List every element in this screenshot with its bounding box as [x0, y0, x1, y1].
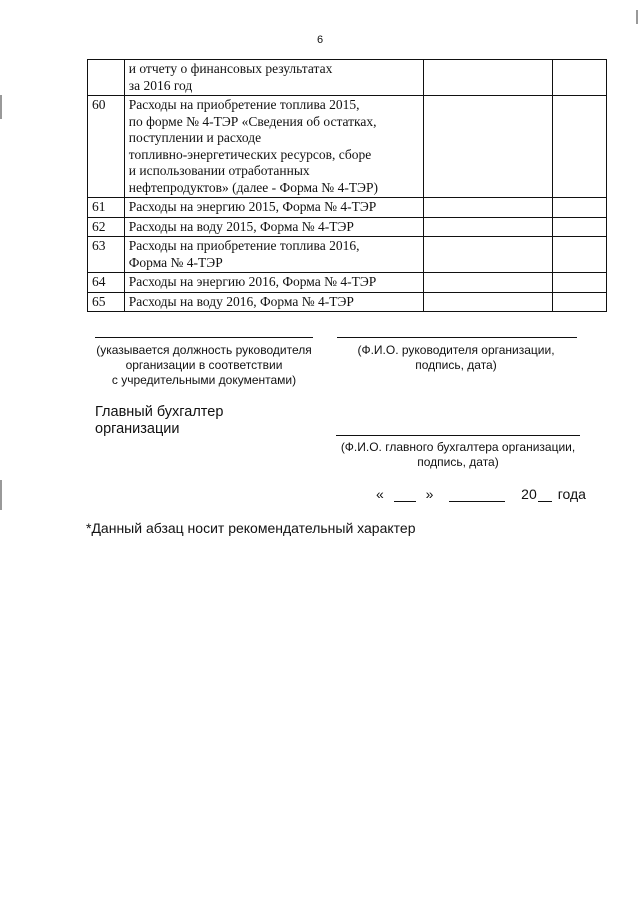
row-description-line: топливно-энергетических ресурсов, сборе [128, 146, 372, 162]
footnote: *Данный абзац носит рекомендательный характер [86, 520, 416, 536]
date-close-quote: » [425, 486, 434, 502]
row-value-cell [423, 198, 552, 218]
row-description-line: и использовании отработанных [128, 163, 310, 178]
row-description [124, 198, 423, 218]
date-day-blank [394, 487, 416, 502]
row-value-cell [552, 96, 606, 198]
row-description [124, 96, 423, 198]
date-year-suffix: года [557, 486, 586, 502]
row-description [124, 217, 423, 237]
row-description-line: Расходы на воду 2016, Форма № 4-ТЭР [128, 293, 354, 309]
table-row [88, 96, 607, 198]
expense-table [87, 59, 607, 312]
table-row [88, 292, 607, 312]
row-number: 62 [88, 217, 125, 237]
row-number: 64 [88, 273, 125, 293]
row-number: 60 [88, 96, 125, 198]
date-year-blank [538, 487, 552, 502]
row-value-cell [552, 273, 606, 293]
row-number: 63 [88, 237, 125, 273]
row-number: 61 [88, 198, 125, 218]
row-value-cell [423, 96, 552, 198]
row-number: 65 [88, 292, 125, 312]
row-description-line: Форма № 4-ТЭР [128, 254, 223, 270]
row-description-line: поступлении и расходе [128, 130, 262, 145]
table-row [88, 60, 607, 96]
row-value-cell [552, 217, 606, 237]
scan-edge-mark [0, 480, 2, 510]
row-description-line: за 2016 год [128, 77, 193, 93]
chief-accountant-label: Главный бухгалтер организации [95, 404, 224, 437]
head-position-line [95, 337, 313, 338]
signature-date [376, 486, 586, 502]
expense-table-body [88, 60, 607, 312]
row-value-cell [552, 237, 606, 273]
row-value-cell [552, 60, 606, 96]
head-position-caption: (указывается должность руководителя организации в соответствии с учредительными документами) [96, 343, 312, 387]
row-description [124, 237, 423, 273]
date-open-quote: « [376, 486, 384, 502]
row-value-cell [423, 217, 552, 237]
row-value-cell [552, 292, 606, 312]
chief-name-caption: (Ф.И.О. главного бухгалтера организации, подпись, дата) [340, 440, 576, 469]
row-value-cell [423, 292, 552, 312]
row-description [124, 60, 423, 96]
table-row [88, 198, 607, 218]
row-description-line: Расходы на энергию 2016, Форма № 4-ТЭР [128, 274, 377, 289]
row-description-line: по форме № 4-ТЭР «Сведения об остатках, [128, 113, 377, 129]
row-description [124, 292, 423, 312]
row-description-line: Расходы на энергию 2015, Форма № 4-ТЭР [128, 199, 377, 214]
row-description-line: Расходы на воду 2015, Форма № 4-ТЭР [128, 218, 354, 234]
head-name-caption: (Ф.И.О. руководителя организации, подпись, дата) [357, 343, 555, 372]
row-value-cell [423, 237, 552, 273]
row-value-cell [423, 60, 552, 96]
date-month-blank [449, 487, 505, 502]
table-row [88, 237, 607, 273]
row-description-line: нефтепродуктов» (далее - Форма № 4-ТЭР) [128, 179, 378, 195]
chief-name-line [336, 435, 580, 436]
row-description-line: и отчету о финансовых результатах [128, 61, 333, 76]
row-number [88, 60, 125, 96]
row-description-line: Расходы на приобретение топлива 2016, [128, 238, 360, 253]
row-description [124, 273, 423, 293]
date-year-prefix: 20 [521, 486, 537, 502]
page-number: 6 [316, 34, 324, 46]
scan-edge-mark [0, 95, 2, 119]
head-name-line [337, 337, 577, 338]
scan-edge-mark [636, 10, 638, 24]
row-description-line: Расходы на приобретение топлива 2015, [128, 97, 360, 112]
row-value-cell [423, 273, 552, 293]
table-row [88, 217, 607, 237]
table-row [88, 273, 607, 293]
row-value-cell [552, 198, 606, 218]
